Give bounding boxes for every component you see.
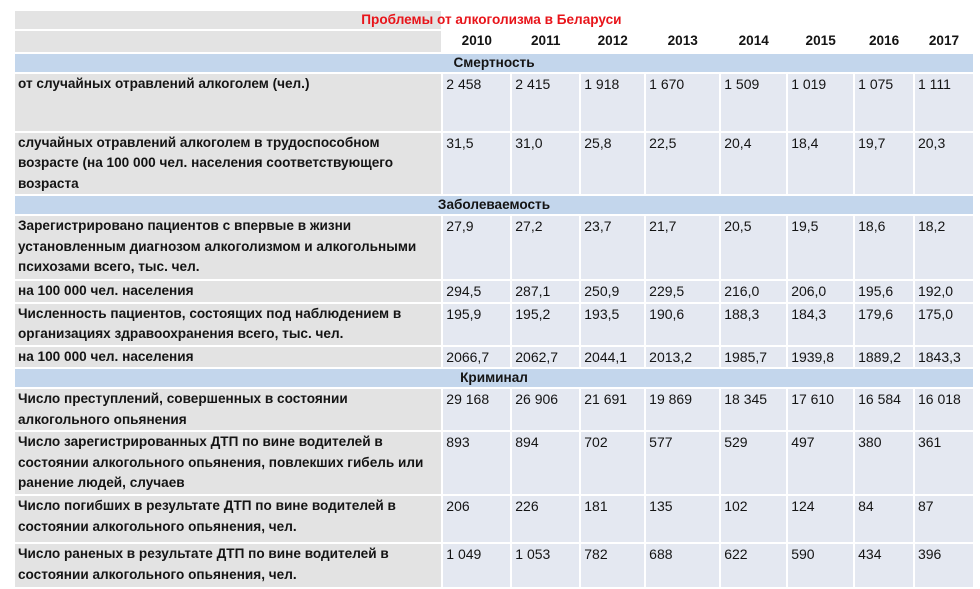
value-cell: 20,3 — [915, 133, 973, 195]
year-header: 2011 — [512, 31, 579, 52]
value-cell: 206 — [443, 496, 510, 542]
value-cell: 894 — [512, 432, 579, 494]
table-row — [15, 496, 973, 542]
table-row — [15, 216, 973, 279]
value-cell: 590 — [788, 544, 853, 587]
section-header: Криминал — [15, 369, 973, 387]
value-cell: 193,5 — [581, 304, 644, 345]
row-label: Число преступлений, совершенных в состоянии алкогольного опьянения — [15, 389, 441, 430]
row-label: Число раненых в результате ДТП по вине водителей в состоянии алкогольного опьянения, чел. — [15, 544, 441, 587]
value-cell: 434 — [855, 544, 913, 587]
value-cell: 17 610 — [788, 389, 853, 430]
value-cell: 184,3 — [788, 304, 853, 345]
value-cell: 27,2 — [512, 216, 579, 279]
row-label: случайных отравлений алкоголем в трудоспособном возрасте (на 100 000 чел. населения соответствующего возраста — [15, 133, 441, 195]
section-header: Заболеваемость — [15, 196, 973, 214]
value-cell: 102 — [721, 496, 786, 542]
value-cell: 87 — [915, 496, 973, 542]
year-header: 2017 — [915, 31, 973, 52]
alcoholism-table — [13, 9, 975, 589]
value-cell: 216,0 — [721, 281, 786, 302]
row-label: Число зарегистрированных ДТП по вине водителей в состоянии алкогольного опьянения, повлекших гибель или ранение людей, случаев — [15, 432, 441, 494]
value-cell: 124 — [788, 496, 853, 542]
row-label: от случайных отравлений алкоголем (чел.) — [15, 74, 441, 131]
value-cell: 21 691 — [581, 389, 644, 430]
table-row — [15, 133, 973, 195]
year-header: 2014 — [721, 31, 786, 52]
value-cell: 396 — [915, 544, 973, 587]
value-cell: 23,7 — [581, 216, 644, 279]
value-cell: 1 509 — [721, 74, 786, 131]
value-cell: 195,6 — [855, 281, 913, 302]
value-cell: 893 — [443, 432, 510, 494]
year-header: 2010 — [443, 31, 510, 52]
value-cell: 21,7 — [646, 216, 719, 279]
table-row — [15, 304, 973, 345]
year-header: 2013 — [646, 31, 719, 52]
value-cell: 188,3 — [721, 304, 786, 345]
table-row — [15, 281, 973, 302]
value-cell: 190,6 — [646, 304, 719, 345]
value-cell: 84 — [855, 496, 913, 542]
value-cell: 2062,7 — [512, 347, 579, 368]
value-cell: 19,5 — [788, 216, 853, 279]
value-cell: 361 — [915, 432, 973, 494]
value-cell: 229,5 — [646, 281, 719, 302]
value-cell: 287,1 — [512, 281, 579, 302]
table-row — [15, 389, 973, 430]
value-cell: 782 — [581, 544, 644, 587]
value-cell: 195,9 — [443, 304, 510, 345]
row-label: Число погибших в результате ДТП по вине водителей в состоянии алкогольного опьянения, чел. — [15, 496, 441, 542]
value-cell: 1 918 — [581, 74, 644, 131]
value-cell: 179,6 — [855, 304, 913, 345]
value-cell: 135 — [646, 496, 719, 542]
table-row — [15, 432, 973, 494]
value-cell: 529 — [721, 432, 786, 494]
value-cell: 18,2 — [915, 216, 973, 279]
value-cell: 26 906 — [512, 389, 579, 430]
row-label: Численность пациентов, состоящих под наблюдением в организациях здравоохранения всего, тыс. чел. — [15, 304, 441, 345]
row-label: на 100 000 чел. населения — [15, 347, 441, 368]
year-header-spacer — [15, 31, 441, 52]
value-cell: 18,6 — [855, 216, 913, 279]
value-cell: 18,4 — [788, 133, 853, 195]
value-cell: 250,9 — [581, 281, 644, 302]
value-cell: 702 — [581, 432, 644, 494]
value-cell: 1939,8 — [788, 347, 853, 368]
section-header: Смертность — [15, 54, 973, 72]
value-cell: 2066,7 — [443, 347, 510, 368]
value-cell: 1985,7 — [721, 347, 786, 368]
row-label: Зарегистрировано пациентов с впервые в жизни установленным диагнозом алкоголизмом и алкогольными психозами всего, тыс. чел. — [15, 216, 441, 279]
row-label: на 100 000 чел. населения — [15, 281, 441, 302]
table-title: Проблемы от алкоголизма в Беларуси — [443, 11, 973, 29]
value-cell: 31,5 — [443, 133, 510, 195]
value-cell: 27,9 — [443, 216, 510, 279]
value-cell: 18 345 — [721, 389, 786, 430]
value-cell: 192,0 — [915, 281, 973, 302]
year-header: 2015 — [788, 31, 853, 52]
table-row — [15, 74, 973, 131]
value-cell: 622 — [721, 544, 786, 587]
value-cell: 19 869 — [646, 389, 719, 430]
value-cell: 1889,2 — [855, 347, 913, 368]
year-header: 2016 — [855, 31, 913, 52]
value-cell: 497 — [788, 432, 853, 494]
value-cell: 20,5 — [721, 216, 786, 279]
value-cell: 195,2 — [512, 304, 579, 345]
value-cell: 1 670 — [646, 74, 719, 131]
value-cell: 2 415 — [512, 74, 579, 131]
value-cell: 181 — [581, 496, 644, 542]
value-cell: 1 075 — [855, 74, 913, 131]
value-cell: 29 168 — [443, 389, 510, 430]
value-cell: 22,5 — [646, 133, 719, 195]
value-cell: 1 111 — [915, 74, 973, 131]
value-cell: 25,8 — [581, 133, 644, 195]
value-cell: 1 019 — [788, 74, 853, 131]
value-cell: 688 — [646, 544, 719, 587]
value-cell: 20,4 — [721, 133, 786, 195]
value-cell: 2013,2 — [646, 347, 719, 368]
value-cell: 31,0 — [512, 133, 579, 195]
value-cell: 380 — [855, 432, 913, 494]
table-row — [15, 347, 973, 368]
value-cell: 16 584 — [855, 389, 913, 430]
value-cell: 2 458 — [443, 74, 510, 131]
value-cell: 19,7 — [855, 133, 913, 195]
value-cell: 206,0 — [788, 281, 853, 302]
value-cell: 175,0 — [915, 304, 973, 345]
value-cell: 16 018 — [915, 389, 973, 430]
value-cell: 1 049 — [443, 544, 510, 587]
value-cell: 577 — [646, 432, 719, 494]
value-cell: 1843,3 — [915, 347, 973, 368]
table-row — [15, 544, 973, 587]
value-cell: 226 — [512, 496, 579, 542]
value-cell: 2044,1 — [581, 347, 644, 368]
value-cell: 1 053 — [512, 544, 579, 587]
value-cell: 294,5 — [443, 281, 510, 302]
year-header: 2012 — [581, 31, 644, 52]
